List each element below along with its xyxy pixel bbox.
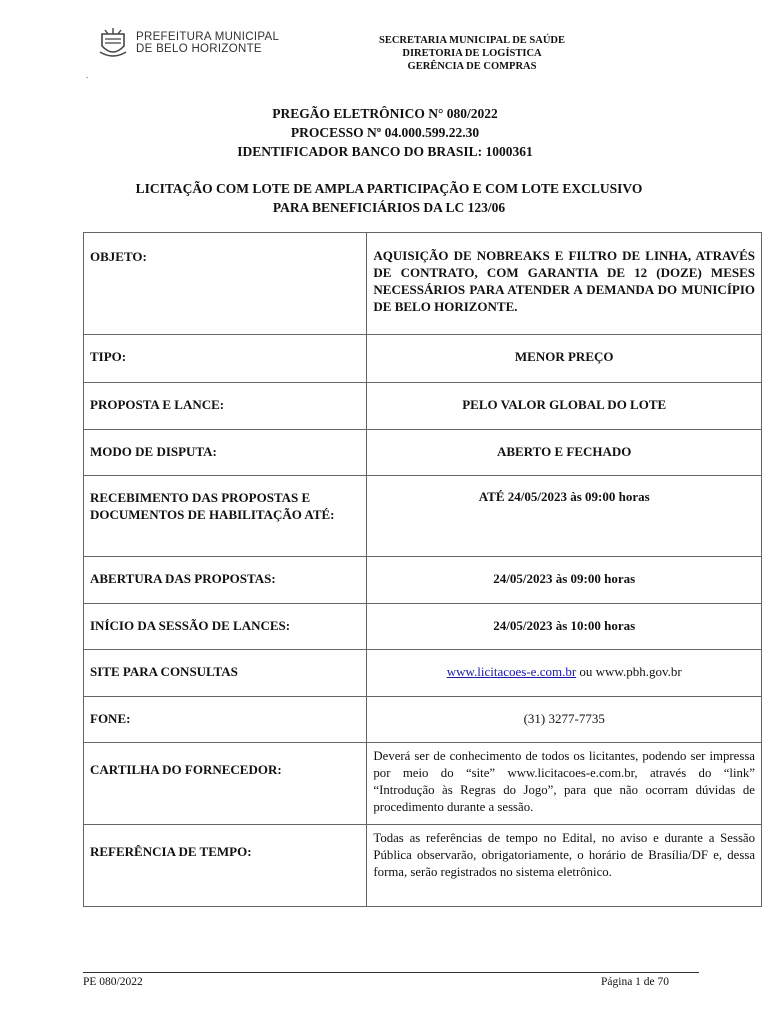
value-fone: (31) 3277-7735 xyxy=(367,697,762,743)
table-row-tipo xyxy=(84,335,762,383)
label-proposta: PROPOSTA E LANCE: xyxy=(84,383,367,430)
stray-dot: . xyxy=(86,70,89,80)
title-identificador: IDENTIFICADOR BANCO DO BRASIL: 1000361 xyxy=(237,144,533,159)
label-cartilha: CARTILHA DO FORNECEDOR: xyxy=(84,743,367,825)
document-subtitle xyxy=(84,179,694,217)
document-title xyxy=(0,104,770,161)
title-pregao: PREGÃO ELETRÔNICO N° 080/2022 xyxy=(272,106,498,121)
logo-line-1: PREFEITURA MUNICIPAL xyxy=(136,31,280,43)
logo-text xyxy=(136,31,279,55)
label-fone: FONE: xyxy=(84,697,367,743)
value-proposta: PELO VALOR GLOBAL DO LOTE xyxy=(367,383,762,430)
label-inicio: INÍCIO DA SESSÃO DE LANCES: xyxy=(84,604,367,650)
table-row-recebimento xyxy=(84,476,762,557)
value-tipo: MENOR PREÇO xyxy=(367,335,762,383)
logo-line-2: DE BELO HORIZONTE xyxy=(136,43,262,55)
table-row-cartilha xyxy=(84,743,762,825)
table-row-inicio xyxy=(84,604,762,650)
secretaria-line: SECRETARIA MUNICIPAL DE SAÚDE xyxy=(378,35,566,46)
coat-of-arms-icon xyxy=(96,26,130,60)
value-objeto: AQUISIÇÃO DE NOBREAKS E FILTRO DE LINHA, ATRAVÉS DE CONTRATO, COM GARANTIA DE 12 (DOZE) MESES NECESSÁRIOS PARA ATENDER A DEMANDA DO MUNICÍPIO DE BELO HORIZONTE. xyxy=(367,233,762,335)
label-referencia: REFERÊNCIA DE TEMPO: xyxy=(84,825,367,907)
label-site: SITE PARA CONSULTAS xyxy=(84,650,367,697)
info-table xyxy=(83,232,762,907)
label-recebimento: RECEBIMENTO DAS PROPOSTAS E DOCUMENTOS DE HABILITAÇÃO ATÉ: xyxy=(84,476,367,557)
value-site xyxy=(367,650,762,697)
table-row-referencia xyxy=(84,825,762,907)
subtitle-line-2: PARA BENEFICIÁRIOS DA LC 123/06 xyxy=(272,200,506,215)
table-row-objeto xyxy=(84,233,762,335)
footer-page-number: Página 1 de 70 xyxy=(601,976,670,988)
table-row-proposta xyxy=(84,383,762,430)
value-inicio: 24/05/2023 às 10:00 horas xyxy=(367,604,762,650)
value-referencia: Todas as referências de tempo no Edital, no aviso e durante a Sessão Pública observarão, obrigatoriamente, o horário de Brasília/DF e, dessa forma, serão registrados no sistema eletrônico. xyxy=(367,825,762,907)
department-header xyxy=(336,34,608,73)
footer-document-code: PE 080/2022 xyxy=(83,976,143,988)
table-row-modo xyxy=(84,430,762,476)
table-row-fone xyxy=(84,697,762,743)
label-modo: MODO DE DISPUTA: xyxy=(84,430,367,476)
value-recebimento: ATÉ 24/05/2023 às 09:00 horas xyxy=(367,476,762,557)
site-rest-text: ou www.pbh.gov.br xyxy=(576,664,682,679)
title-processo: PROCESSO Nº 04.000.599.22.30 xyxy=(290,125,480,140)
prefeitura-logo xyxy=(96,26,279,60)
label-objeto: OBJETO: xyxy=(84,233,367,335)
table-row-site xyxy=(84,650,762,697)
table-row-abertura xyxy=(84,557,762,604)
gerencia-line: GERÊNCIA DE COMPRAS xyxy=(407,61,537,72)
footer-divider xyxy=(83,972,699,973)
value-abertura: 24/05/2023 às 09:00 horas xyxy=(367,557,762,604)
value-modo: ABERTO E FECHADO xyxy=(367,430,762,476)
label-abertura: ABERTURA DAS PROPOSTAS: xyxy=(84,557,367,604)
value-cartilha: Deverá ser de conhecimento de todos os licitantes, podendo ser impressa por meio do “site” www.licitacoes-e.com.br, através do “link” “Introdução às Regras do Jogo”, para que não ocorram dúvidas de procedimento durante a sessão. xyxy=(367,743,762,825)
label-tipo: TIPO: xyxy=(84,335,367,383)
licitacoes-link[interactable]: www.licitacoes-e.com.br xyxy=(446,664,577,679)
subtitle-line-1: LICITAÇÃO COM LOTE DE AMPLA PARTICIPAÇÃO E COM LOTE EXCLUSIVO xyxy=(135,181,643,196)
diretoria-line: DIRETORIA DE LOGÍSTICA xyxy=(402,48,542,59)
